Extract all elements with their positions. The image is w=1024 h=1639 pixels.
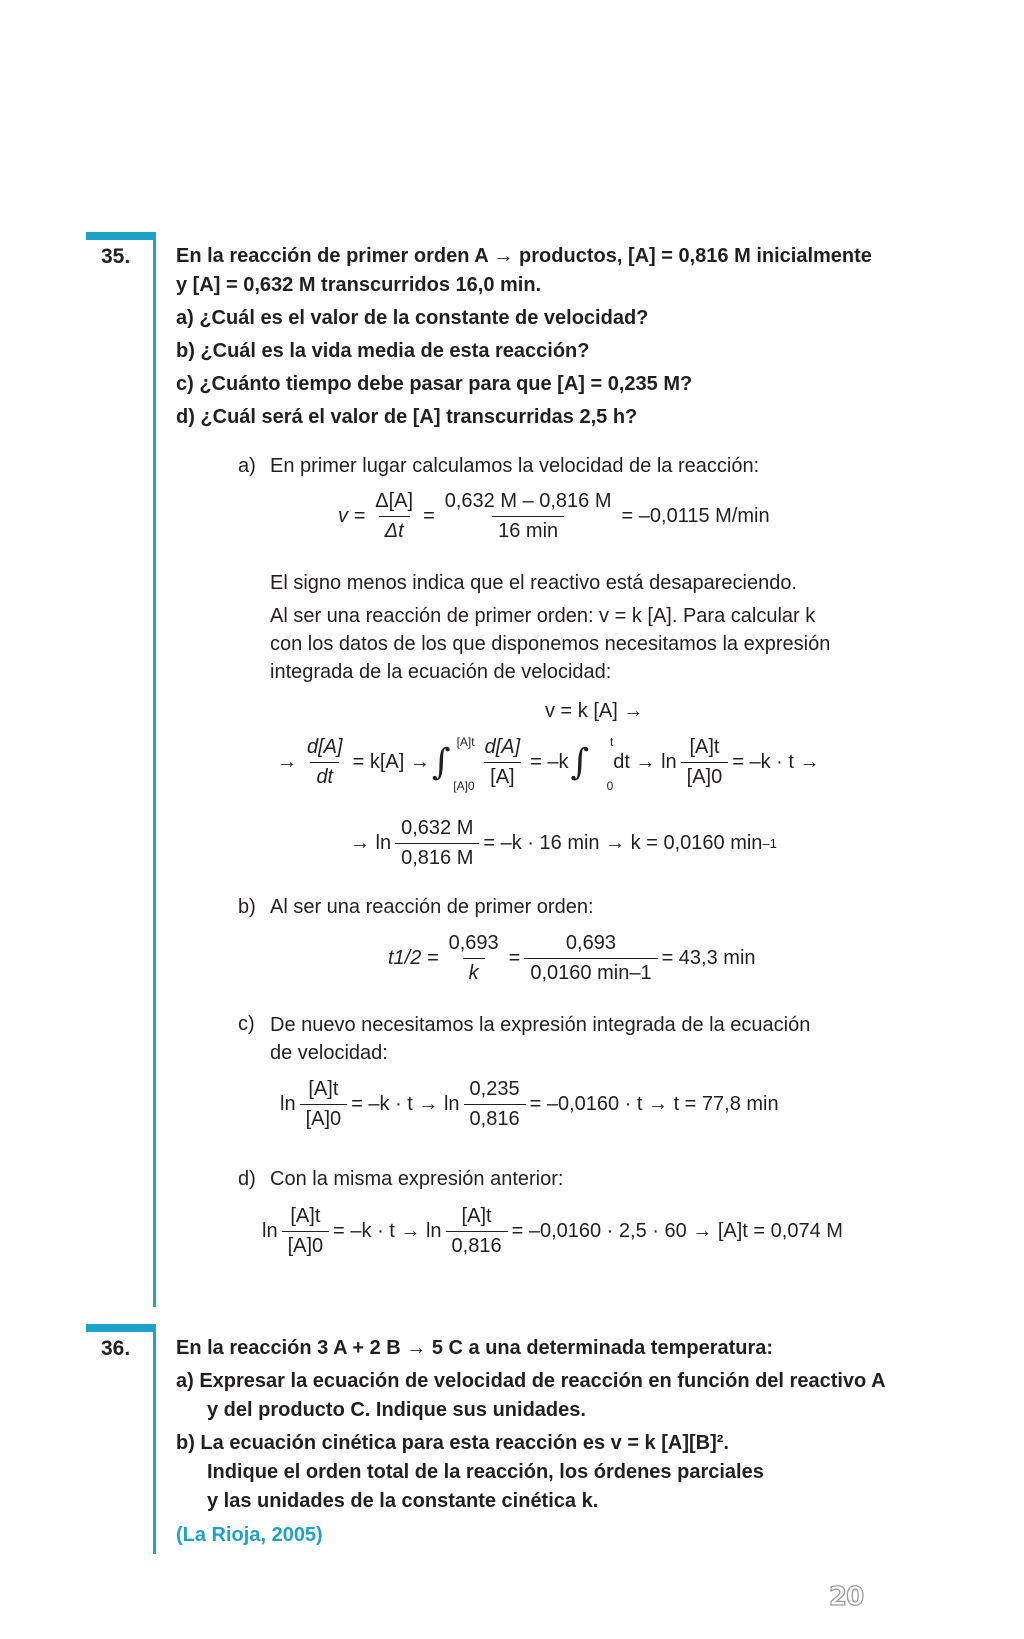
sol-a-para-2 [270, 602, 830, 686]
q36-stem: En la reacción 3 A + 2 B → 5 C a una determinada temperatura: [176, 1337, 774, 1359]
q35-item-a: a) ¿Cuál es el valor de la constante de velocidad? [176, 307, 649, 329]
fraction [681, 736, 729, 789]
numerator: 0,693 [565, 932, 616, 954]
numerator: 0,632 M [401, 817, 474, 839]
q36-item-b-3: y las unidades de la constante cinética k. [207, 1490, 599, 1512]
fraction [443, 932, 505, 985]
q35-item-c: c) ¿Cuánto tiempo debe pasar para que [A] = 0,235 M? [176, 373, 693, 395]
fraction [446, 1205, 508, 1258]
fraction [395, 817, 479, 870]
q36-source: (La Rioja, 2005) [176, 1524, 323, 1546]
fraction [282, 1205, 330, 1258]
fraction [439, 490, 618, 543]
para-line: con los datos de los que disponemos necesitamos la expresión [270, 633, 831, 655]
denominator: 16 min [492, 516, 564, 543]
integral-upper-limit: t [609, 734, 614, 749]
numerator: 0,632 M – 0,816 M [444, 490, 612, 512]
denominator: dt [310, 762, 339, 789]
numerator: Δ[A] [375, 490, 414, 512]
equals: = [423, 505, 435, 527]
integral-upper-limit: [A]t [456, 734, 475, 749]
denominator: 0,816 M [395, 843, 479, 870]
eq-part: = –k · t → [732, 751, 820, 773]
sol-a-intro: En primer lugar calculamos la velocidad de la reacción: [270, 455, 760, 477]
denominator: [A]0 [300, 1104, 348, 1131]
numerator: [A]t [689, 736, 720, 758]
sol-a-eq-integrated [277, 734, 820, 793]
integral-lower-limit: [A]0 [453, 778, 475, 793]
numerator: d[A] [484, 736, 521, 758]
eq-result: = –k · 16 min → k = 0,0160 min [483, 832, 763, 854]
numerator: d[A] [307, 736, 343, 758]
sol-a-marker: a) [238, 455, 256, 477]
equals: = [508, 947, 521, 969]
sol-d-intro: Con la misma expresión anterior: [270, 1168, 564, 1190]
denominator: [A] [484, 762, 520, 789]
q36-item-b-2: Indique el orden total de la reacción, los órdenes parciales [207, 1461, 764, 1483]
q36-statement [176, 1334, 886, 1516]
denominator: k [463, 958, 485, 985]
numerator: [A]t [308, 1078, 339, 1100]
numerator: 0,693 [448, 932, 499, 954]
sol-b-intro: Al ser una reacción de primer orden: [270, 896, 594, 918]
para-line: Al ser una reacción de primer orden: v = k [A]. Para calcular k [270, 605, 816, 627]
sol-a-para-1: El signo menos indica que el reactivo está desapareciendo. [270, 572, 797, 594]
fraction [301, 736, 349, 789]
integral-sign: ∫ [A]t [A]0 [431, 734, 475, 793]
q36-side-rule [153, 1324, 156, 1554]
denominator: [A]0 [681, 762, 729, 789]
denominator: [A]0 [282, 1231, 330, 1258]
para-line: De nuevo necesitamos la expresión integrada de la ecuación [270, 1014, 811, 1036]
arrow: → [277, 751, 297, 773]
q36-item-b-1: b) La ecuación cinética para esta reacción es v = k [A][B]². [176, 1432, 729, 1454]
q35-statement [176, 242, 872, 432]
sol-a-eq-velocity [338, 490, 770, 543]
sol-a-eq-rate-law: v = k [A] → [545, 700, 644, 722]
fraction [524, 932, 657, 985]
sol-c-eq [280, 1078, 779, 1131]
fraction [369, 490, 419, 543]
integral-sign: ∫ t 0 [570, 734, 614, 793]
sol-c-intro [270, 1011, 810, 1067]
q35-top-rule [86, 232, 156, 240]
para-line: integrada de la ecuación de velocidad: [270, 661, 612, 683]
page-number: 20 [829, 1582, 864, 1612]
q35-item-b: b) ¿Cuál es la vida media de esta reacción? [176, 340, 590, 362]
q36-number: 36. [101, 1337, 131, 1360]
eq-part: → ln [350, 832, 392, 854]
fraction [464, 1078, 526, 1131]
sol-d-marker: d) [238, 1168, 256, 1190]
sol-d-eq [262, 1205, 843, 1258]
q35-side-rule [153, 232, 156, 1307]
sol-b-marker: b) [238, 896, 256, 918]
sol-b-eq-half-life [388, 932, 756, 985]
denominator: 0,816 [446, 1231, 508, 1258]
denominator: 0,816 [464, 1104, 526, 1131]
para-line: de velocidad: [270, 1042, 388, 1064]
eq-result: = –0,0160 · 2,5 · 60 → [A]t = 0,074 M [511, 1220, 843, 1242]
q35-item-d: d) ¿Cuál será el valor de [A] transcurridas 2,5 h? [176, 406, 638, 428]
sol-a-eq-k [350, 817, 777, 870]
eq-lhs: t1/2 = [388, 947, 439, 969]
eq-result: = –0,0115 M/min [621, 505, 770, 527]
eq-part: = –k [530, 751, 569, 773]
eq-part: = –k · t → ln [333, 1220, 442, 1242]
exponent: –1 [762, 836, 777, 851]
eq-result: = –0,0160 · t → t = 77,8 min [529, 1093, 779, 1115]
eq-lhs: v = [338, 505, 366, 527]
denominator: Δt [379, 516, 410, 543]
eq-part: ln [262, 1220, 278, 1242]
eq-part: = –k · t → ln [351, 1093, 460, 1115]
eq-result: = 43,3 min [661, 947, 756, 969]
q36-item-a-2: y del producto C. Indique sus unidades. [207, 1399, 586, 1421]
numerator: 0,235 [469, 1078, 520, 1100]
q35-number: 35. [101, 245, 131, 268]
sol-c-marker: c) [238, 1013, 255, 1035]
eq-part: ln [280, 1093, 296, 1115]
fraction [300, 1078, 348, 1131]
integral-lower-limit: 0 [606, 778, 614, 793]
numerator: [A]t [290, 1205, 321, 1227]
q36-item-a-1: a) Expresar la ecuación de velocidad de reacción en función del reactivo A [176, 1370, 886, 1392]
numerator: [A]t [461, 1205, 492, 1227]
fraction [479, 736, 527, 789]
denominator: 0,0160 min–1 [524, 958, 657, 985]
eq-part: dt → ln [613, 751, 677, 773]
q35-stem-line-1: En la reacción de primer orden A → productos, [A] = 0,816 M inicialmente [176, 245, 872, 267]
eq-part: = k[A] → [352, 751, 430, 773]
q35-stem-line-2: y [A] = 0,632 M transcurridos 16,0 min. [176, 274, 542, 296]
q36-top-rule [86, 1324, 156, 1332]
